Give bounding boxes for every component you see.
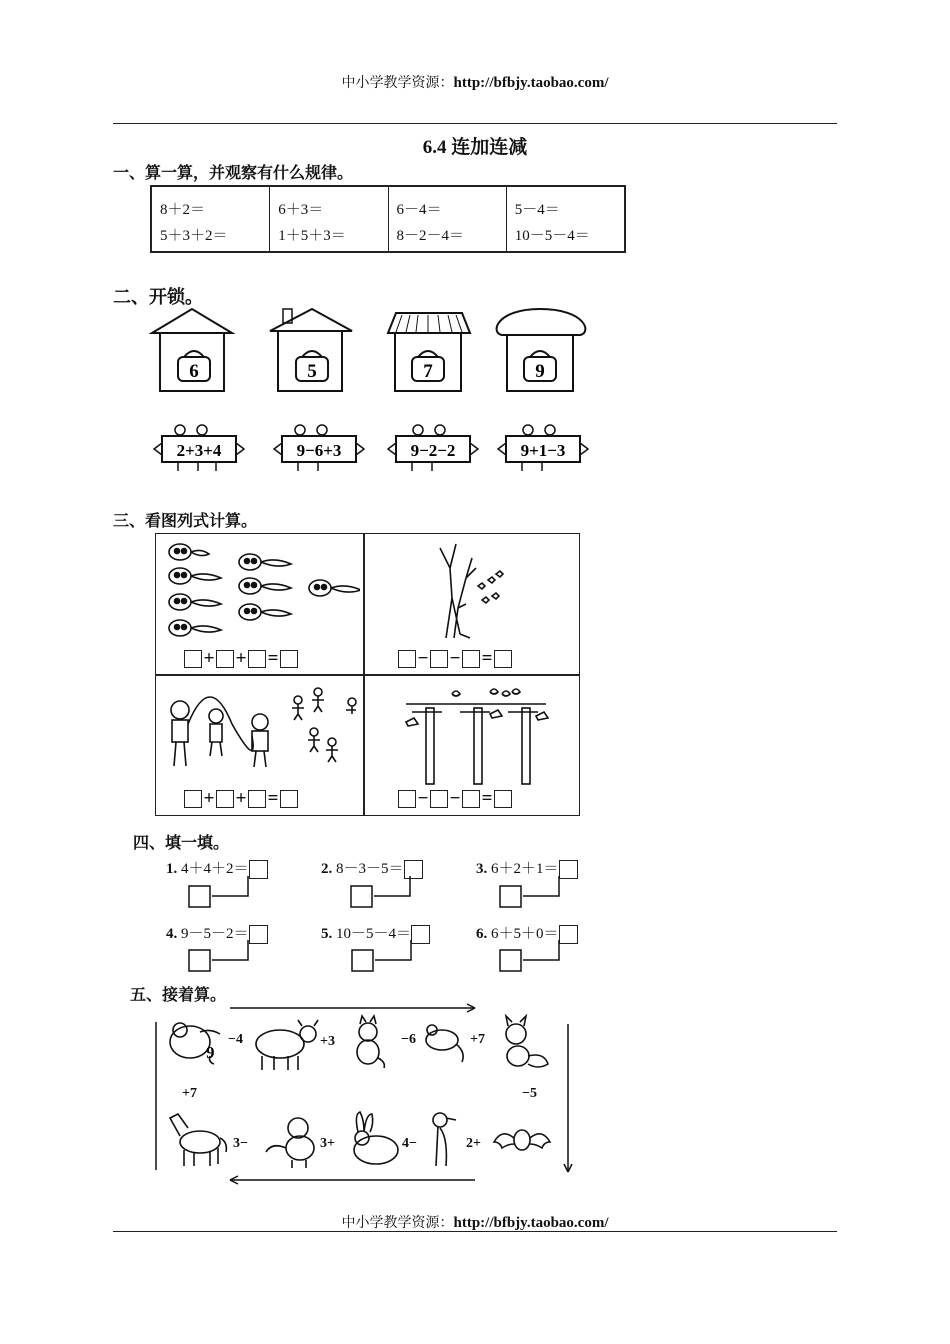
section1-expr: 5－4＝ [514, 202, 560, 218]
mouse-icon [426, 1025, 463, 1062]
answer-box[interactable] [216, 790, 234, 808]
fill-item: 4. 9－5－2＝ [166, 922, 268, 944]
lock-number: 5 [307, 361, 317, 382]
page-header [0, 72, 950, 92]
answer-box[interactable] [430, 790, 448, 808]
equation-row: − − = [398, 787, 512, 810]
key-3 [388, 425, 478, 471]
section1-cell [269, 187, 387, 251]
rabbit-icon [354, 1112, 398, 1164]
section1-expr: 1＋5＋3＝ [278, 228, 346, 244]
lock-number: 6 [189, 361, 199, 382]
answer-box[interactable] [280, 650, 298, 668]
footer-url[interactable]: http://bfbjy.taobao.com/ [453, 1215, 609, 1231]
section5-heading: 五、接着算。 [130, 985, 227, 1004]
section1-table [150, 185, 626, 253]
key-2 [274, 425, 364, 471]
section2-heading: 二、开锁。 [113, 287, 203, 308]
answer-box[interactable] [398, 650, 416, 668]
start-number: 9 [206, 1043, 215, 1062]
chain-op: 3− [233, 1136, 248, 1151]
header-prefix: 中小学教学资源： [341, 75, 454, 91]
poles-birds-illustration [386, 682, 576, 786]
answer-box[interactable] [248, 650, 266, 668]
chain-op: 3+ [320, 1136, 335, 1151]
house-3 [388, 313, 470, 391]
house-4 [497, 309, 586, 391]
answer-box[interactable] [184, 790, 202, 808]
lock-number: 7 [423, 361, 433, 382]
header-rule [113, 123, 837, 124]
key-1 [154, 425, 244, 471]
cow-icon [256, 1020, 318, 1070]
tree-illustration [416, 538, 516, 642]
house-2 [270, 309, 352, 391]
chain-op: +7 [470, 1032, 485, 1047]
woodpecker-icon [433, 1113, 456, 1166]
answer-box[interactable] [184, 650, 202, 668]
fill-item: 5. 10－5－4＝ [321, 922, 430, 944]
page-footer [0, 1212, 950, 1232]
lock-houses [140, 305, 620, 485]
answer-box[interactable] [462, 790, 480, 808]
fill-item: 2. 8－3－5＝ [321, 857, 423, 879]
answer-box[interactable] [494, 650, 512, 668]
answer-box[interactable] [398, 790, 416, 808]
monkey-icon [266, 1118, 314, 1168]
footer-rule [113, 1231, 837, 1232]
tadpoles-illustration [160, 538, 360, 648]
answer-box[interactable] [216, 650, 234, 668]
bat-icon [494, 1130, 550, 1150]
key-expression: 9+1−3 [520, 441, 566, 460]
key-expression: 9−2−2 [410, 441, 456, 460]
answer-box[interactable] [462, 650, 480, 668]
section1-expr: 6＋3＝ [278, 202, 324, 218]
answer-box[interactable] [430, 650, 448, 668]
key-expression: 2+3+4 [176, 441, 222, 460]
section1-heading: 一、算一算，并观察有什么规律。 [113, 163, 354, 182]
footer-prefix: 中小学教学资源： [341, 1215, 454, 1231]
section1-expr: 5＋3＋2＝ [160, 228, 228, 244]
equation-row: + + = [184, 787, 298, 810]
answer-box[interactable] [248, 790, 266, 808]
chain-op: 4− [402, 1136, 417, 1151]
cat-icon [357, 1016, 384, 1068]
section1-expr: 8＋2＝ [160, 202, 206, 218]
section3-heading: 三、看图列式计算。 [113, 511, 258, 530]
kids-jump-rope-illustration [162, 680, 358, 776]
chain-op: +3 [320, 1034, 335, 1049]
chain-op: +7 [182, 1086, 197, 1101]
section1-expr: 6－4＝ [396, 202, 442, 218]
fill-item: 6. 6＋5＋0＝ [476, 922, 578, 944]
fill-item: 3. 6＋2＋1＝ [476, 857, 578, 879]
section1-expr: 8－2－4＝ [396, 228, 465, 244]
intermediate-boxes [180, 872, 600, 976]
horse-icon [170, 1114, 226, 1166]
lock-number: 9 [535, 361, 545, 382]
chain-op: 2+ [466, 1136, 481, 1151]
equation-row: + + = [184, 647, 298, 670]
picture-grid [155, 533, 580, 816]
house-1 [152, 309, 232, 391]
chain-op: −5 [522, 1086, 537, 1101]
section4-heading: 四、填一填。 [133, 833, 230, 852]
section1-cell [388, 187, 506, 251]
header-url[interactable]: http://bfbjy.taobao.com/ [453, 75, 609, 91]
answer-box[interactable] [494, 790, 512, 808]
fill-item: 1. 4＋4＋2＝ [166, 857, 268, 879]
section1-cell [152, 187, 269, 251]
fox-icon [506, 1016, 548, 1067]
chain-op: −4 [228, 1032, 243, 1047]
chain-op: −6 [401, 1032, 416, 1047]
key-expression: 9−6+3 [296, 441, 342, 460]
chain-frame [150, 1000, 580, 1190]
section1-cell [506, 187, 624, 251]
key-4 [498, 425, 588, 471]
equation-row: − − = [398, 647, 512, 670]
section1-expr: 10－5－4＝ [514, 228, 590, 244]
answer-box[interactable] [280, 790, 298, 808]
page-title: 6.4 连加连减 [422, 137, 528, 158]
